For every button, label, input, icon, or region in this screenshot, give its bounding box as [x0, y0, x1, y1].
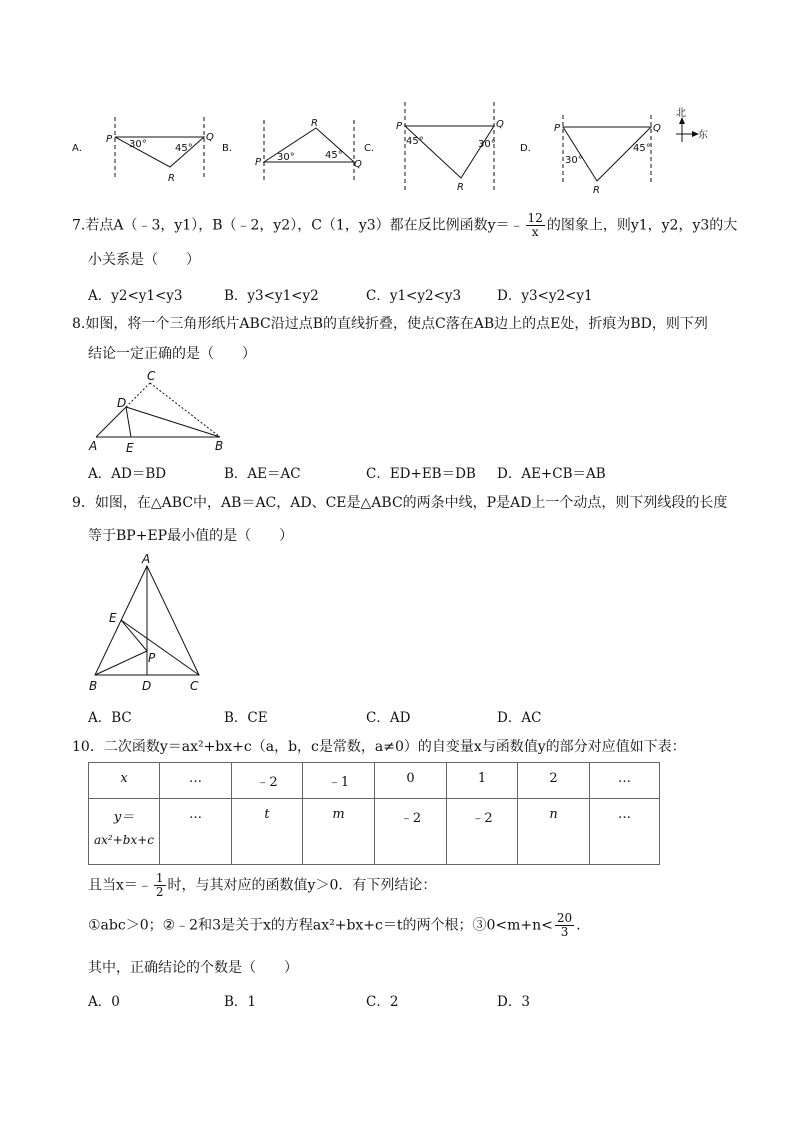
q10-conclusions: [88, 912, 590, 939]
table-cell: x: [89, 763, 160, 799]
q10-y-label: y＝: [113, 810, 135, 825]
q7-stem-c: 小关系是（ ）: [88, 252, 200, 268]
q10-cond-a: 且当x＝﹣: [88, 877, 152, 894]
fig6-letter-d: D．: [520, 143, 538, 154]
q9-label-p: P: [148, 651, 156, 665]
table-cell: [89, 799, 160, 865]
q9-label-b: B: [89, 679, 98, 693]
fig6a-angle1: 30°: [129, 139, 147, 150]
compass-north-label: 北: [676, 108, 686, 119]
q9-option-a[interactable]: A．BC: [88, 710, 132, 726]
q8-label-d: D: [117, 396, 127, 410]
q10-cond-num: 1: [155, 871, 164, 885]
fig6a-angle2: 45°: [175, 143, 193, 154]
fig6c-r: R: [457, 182, 464, 193]
q8-stem-b: 结论一定正确的是（ ）: [88, 346, 256, 362]
fig6c-angle2: 30°: [478, 139, 496, 150]
q10-option-d[interactable]: D．3: [497, 994, 530, 1010]
fig6a-q: Q: [206, 132, 214, 143]
q10-option-a[interactable]: A．0: [88, 994, 120, 1010]
table-cell: ﹣2: [375, 799, 447, 865]
fig6-letter-c: C．: [364, 143, 381, 154]
q8-figure: [85, 365, 230, 455]
q10-cond-fraction: [154, 872, 166, 899]
table-cell: ﹣1: [303, 763, 375, 799]
q10-option-c[interactable]: C．2: [366, 994, 399, 1010]
table-cell: 0: [375, 763, 447, 799]
fig6-letter-b: B．: [222, 143, 239, 154]
q9-label-e: E: [109, 611, 117, 625]
q7-option-b[interactable]: B．y3<y1<y2: [224, 288, 319, 304]
q10-concl-fraction: [555, 912, 574, 939]
table-cell: t: [232, 799, 303, 865]
fig6d-angle2: 45°: [633, 143, 651, 154]
q7-fraction: [526, 212, 545, 239]
q9-stem-a: 9．如图，在△ABC中，AB＝AC，AD、CE是△ABC的两条中线，P是AD上一个动点，则下列线段的长度: [72, 495, 728, 511]
q8-label-b: B: [215, 439, 224, 453]
fig6c-q: Q: [496, 119, 504, 130]
table-cell: 2: [518, 763, 590, 799]
q9-figure: [85, 550, 205, 695]
q9-option-b[interactable]: B．CE: [224, 710, 268, 726]
table-cell: …: [160, 763, 232, 799]
q7-frac-num: 12: [527, 211, 543, 225]
q8-option-c[interactable]: C．ED+EB＝DB: [366, 466, 476, 482]
q10-cond-b: 时，与其对应的函数值y＞0．有下列结论：: [167, 877, 437, 894]
fig6d-r: R: [593, 185, 600, 196]
table-cell: m: [303, 799, 375, 865]
q10-cond-den: 2: [155, 885, 164, 899]
q10-concl-b: ．: [576, 917, 591, 934]
fig6c-angle1: 45°: [406, 136, 424, 147]
table-cell: ﹣2: [232, 763, 303, 799]
q8-label-e: E: [126, 441, 134, 455]
table-cell: …: [590, 799, 660, 865]
q9-option-c[interactable]: C．AD: [366, 710, 411, 726]
q10-ask: 其中，正确结论的个数是（ ）: [88, 960, 298, 976]
table-cell: …: [590, 763, 660, 799]
table-row: [89, 763, 660, 799]
q10-value-table: [88, 762, 660, 865]
q9-label-c: C: [190, 679, 199, 693]
q10-concl-num: 20: [556, 911, 573, 925]
q8-option-b[interactable]: B．AE＝AC: [224, 466, 301, 482]
table-cell: n: [518, 799, 590, 865]
q9-option-d[interactable]: D．AC: [497, 710, 542, 726]
q9-stem-b: 等于BP+EP最小值的是（ ）: [88, 528, 294, 544]
fig6b-q: Q: [354, 159, 362, 170]
fig6b-r: R: [311, 118, 318, 129]
q8-stem-a: 8.如图，将一个三角形纸片ABC沿过点B的直线折叠，使点C落在AB边上的点E处，折痕为BD，则下列: [72, 316, 708, 332]
q10-option-b[interactable]: B．1: [224, 994, 257, 1010]
table-cell: 1: [447, 763, 518, 799]
fig6b-angle2: 45°: [325, 150, 343, 161]
q7-stem-b: 的图象上，则y1，y2，y3的大: [546, 217, 738, 234]
q10-concl-den: 3: [560, 925, 569, 939]
table-cell: …: [160, 799, 232, 865]
q7-stem-line1: [72, 212, 737, 239]
fig6d-q: Q: [653, 123, 661, 134]
q8-option-a[interactable]: A．AD＝BD: [88, 466, 167, 482]
q7-option-c[interactable]: C．y1<y2<y3: [366, 288, 462, 304]
q7-option-a[interactable]: A．y2<y1<y3: [88, 288, 183, 304]
q7-stem-a: 7.若点A（﹣3，y1），B（﹣2，y2），C（1，y3）都在反比例函数y＝﹣: [72, 217, 524, 234]
fig6a-r: R: [168, 173, 175, 184]
table-cell: ﹣2: [447, 799, 518, 865]
q7-option-d[interactable]: D．y3<y2<y1: [497, 288, 593, 304]
fig6-letter-a: A．: [72, 143, 89, 154]
q10-condition: [88, 872, 436, 899]
q9-label-a: A: [142, 552, 151, 566]
fig6b-angle1: 30°: [277, 152, 295, 163]
q6-figures: [0, 95, 794, 200]
q7-frac-den: x: [531, 225, 539, 239]
q9-label-d: D: [142, 679, 152, 693]
q8-label-c: C: [147, 369, 156, 383]
compass-east-label: 东: [698, 130, 708, 141]
fig6d-p: P: [554, 123, 561, 134]
q10-stem: 10．二次函数y＝ax²+bx+c（a，b，c是常数，a≠0）的自变量x与函数值y的部分对应值如下表：: [72, 739, 686, 755]
fig6a-p: P: [106, 134, 113, 145]
fig6b-p: P: [255, 157, 262, 168]
table-row: [89, 799, 660, 865]
q8-option-d[interactable]: D．AE+CB＝AB: [497, 466, 606, 482]
q10-y-expression: ax²+bx+c: [93, 833, 154, 847]
fig6d-angle1: 30°: [565, 155, 583, 166]
q8-label-a: A: [89, 439, 98, 453]
q10-concl-a: ①abc＞0；②﹣2和3是关于x的方程ax²+bx+c＝t的两个根；③0<m+n<: [88, 917, 553, 934]
fig6c-p: P: [396, 121, 403, 132]
